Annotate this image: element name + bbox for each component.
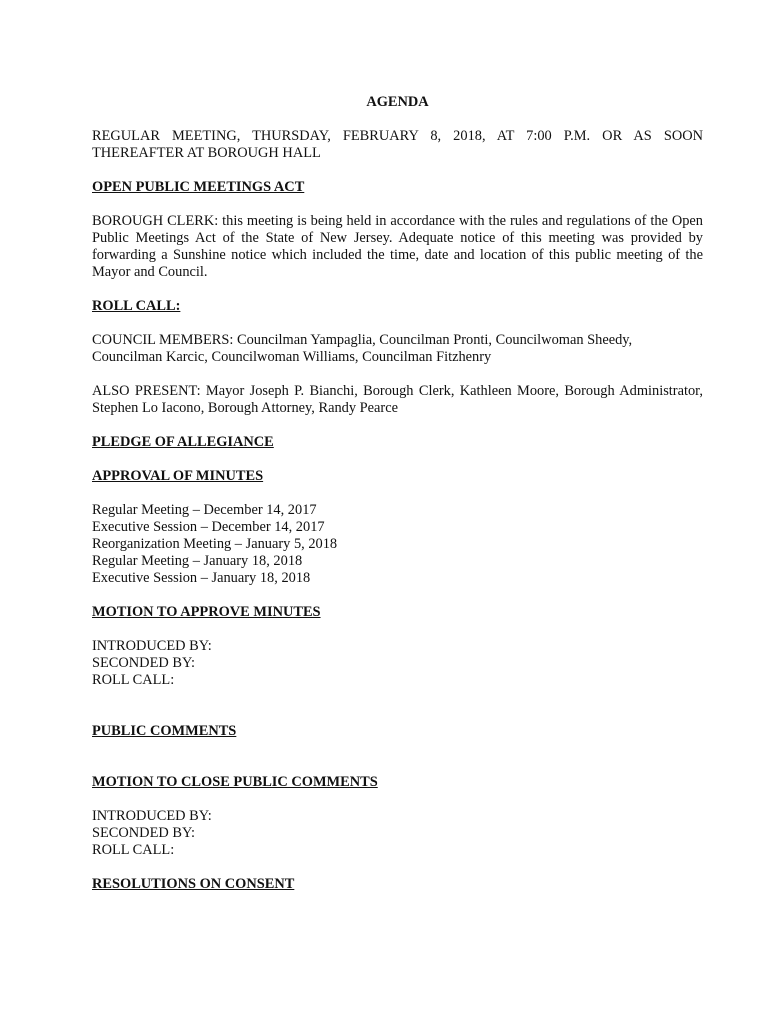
heading-pledge-of-allegiance: PLEDGE OF ALLEGIANCE bbox=[92, 434, 274, 450]
heading-motion-to-approve-minutes: MOTION TO APPROVE MINUTES bbox=[92, 604, 321, 620]
heading-public-comments: PUBLIC COMMENTS bbox=[92, 723, 237, 739]
heading-resolutions-on-consent: RESOLUTIONS ON CONSENT bbox=[92, 876, 295, 892]
minutes-item: Executive Session – December 14, 2017 bbox=[92, 519, 325, 535]
agenda-document bbox=[92, 94, 703, 910]
seconded-by-label: SECONDED BY: bbox=[92, 655, 196, 671]
introduced-by-label: INTRODUCED BY: bbox=[92, 638, 212, 654]
also-present: ALSO PRESENT: Mayor Joseph P. Bianchi, Borough Clerk, Kathleen Moore, Borough Administrator, Stephen Lo Iacono, Borough Attorney, Randy Pearce bbox=[92, 383, 703, 416]
council-members-line-1: COUNCIL MEMBERS: Councilman Yampaglia, Councilman Pronti, Councilwoman Sheedy, bbox=[92, 332, 633, 348]
roll-call-label: ROLL CALL: bbox=[92, 842, 175, 858]
heading-approval-of-minutes: APPROVAL OF MINUTES bbox=[92, 468, 264, 484]
blank-line bbox=[92, 706, 703, 723]
minutes-item: Regular Meeting – January 18, 2018 bbox=[92, 553, 303, 569]
opma-statement: BOROUGH CLERK: this meeting is being held in accordance with the rules and regulations of the Open Public Meetings Act of the State of New Jersey. Adequate notice of this meeting was provided by forwarding a Sunshine notice which included the time, date and location of this public meeting of the Mayor and Council. bbox=[92, 213, 703, 280]
heading-roll-call: ROLL CALL: bbox=[92, 298, 181, 314]
minutes-item: Regular Meeting – December 14, 2017 bbox=[92, 502, 317, 518]
seconded-by-label: SECONDED BY: bbox=[92, 825, 196, 841]
meeting-info: REGULAR MEETING, THURSDAY, FEBRUARY 8, 2018, AT 7:00 P.M. OR AS SOON THEREAFTER AT BOROUGH HALL bbox=[92, 128, 703, 161]
heading-motion-to-close-public-comments: MOTION TO CLOSE PUBLIC COMMENTS bbox=[92, 774, 378, 790]
minutes-list bbox=[92, 502, 703, 587]
introduced-by-label: INTRODUCED BY: bbox=[92, 808, 212, 824]
minutes-item: Reorganization Meeting – January 5, 2018 bbox=[92, 536, 338, 552]
document-title: AGENDA bbox=[366, 94, 429, 110]
heading-open-public-meetings-act: OPEN PUBLIC MEETINGS ACT bbox=[92, 179, 305, 195]
council-members-line-2: Councilman Karcic, Councilwoman Williams, Councilman Fitzhenry bbox=[92, 349, 492, 365]
blank-line bbox=[92, 757, 703, 774]
motion-minutes-block bbox=[92, 638, 703, 689]
motion-close-block bbox=[92, 808, 703, 859]
roll-call-label: ROLL CALL: bbox=[92, 672, 175, 688]
minutes-item: Executive Session – January 18, 2018 bbox=[92, 570, 311, 586]
council-members bbox=[92, 332, 703, 366]
